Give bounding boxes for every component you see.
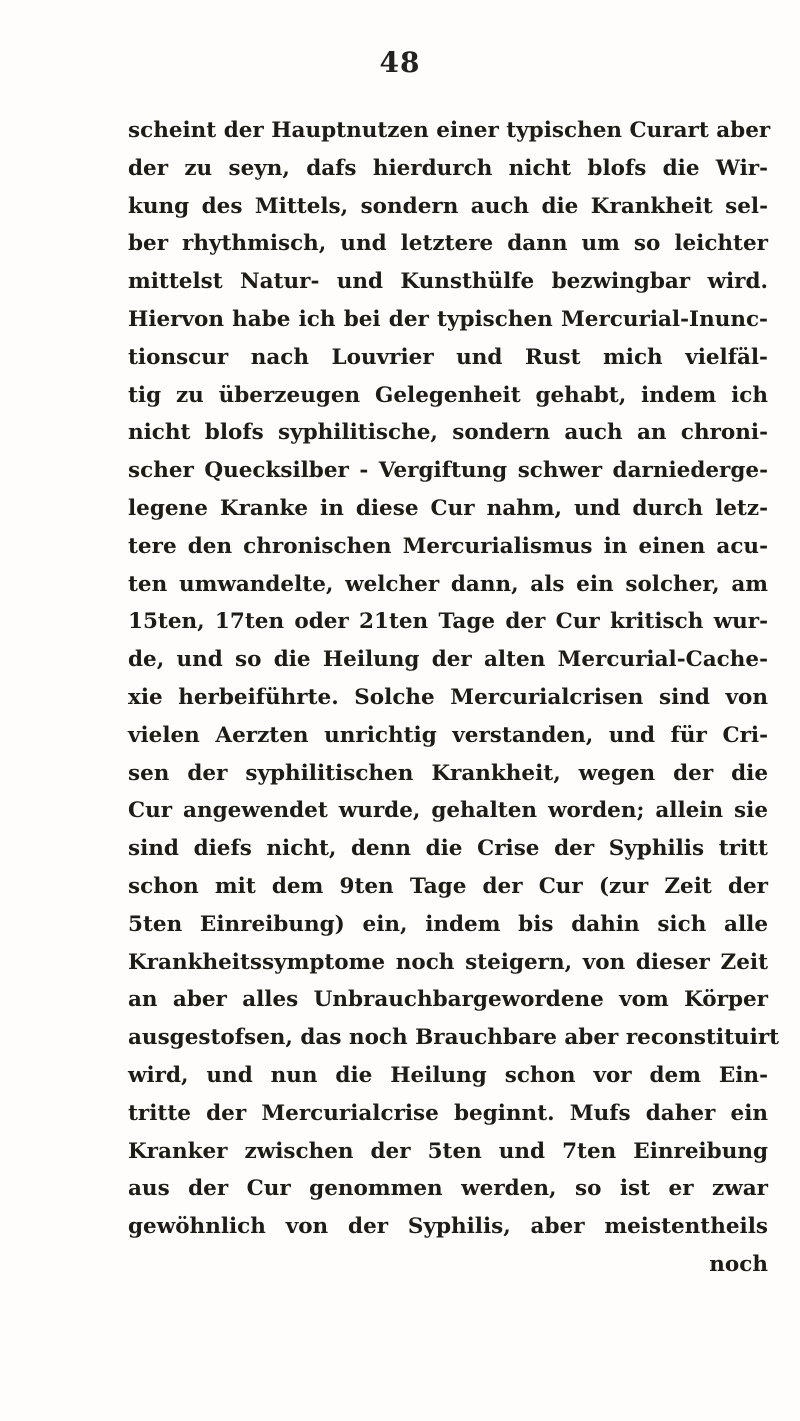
text-line: tere den chronischen Mercurialismus in einen acu- <box>128 533 768 559</box>
text-line: sen der syphilitischen Krankheit, wegen der die <box>128 760 768 786</box>
page-number: 48 <box>379 46 421 79</box>
text-line: an aber alles Unbrauchbargewordene vom Körper <box>128 987 768 1013</box>
body-text <box>128 112 780 1284</box>
text-line: Cur angewendet wurde, gehalten worden; allein sie <box>128 798 768 824</box>
text-line: sind diefs nicht, denn die Crise der Syphilis tritt <box>128 836 768 862</box>
text-line: gewöhnlich von der Syphilis, aber meistentheils <box>128 1214 768 1240</box>
catchword: noch <box>709 1251 768 1277</box>
text-line: tionscur nach Louvrier und Rust mich vielfäl- <box>128 344 768 370</box>
text-line: Hiervon habe ich bei der typischen Mercurial-Inunc- <box>128 306 768 332</box>
text-line: ber rhythmisch, und letztere dann um so leichter <box>128 231 768 257</box>
text-line: Kranker zwischen der 5ten und 7ten Einreibung <box>128 1138 768 1164</box>
text-line: ten umwandelte, welcher dann, als ein solcher, am <box>128 571 768 597</box>
text-line: schon mit dem 9ten Tage der Cur (zur Zeit der <box>128 873 768 899</box>
text-line: tritte der Mercurialcrise beginnt. Mufs daher ein <box>128 1100 768 1126</box>
text-line: der zu seyn, dafs hierdurch nicht blofs die Wir- <box>128 155 768 181</box>
text-line: 15ten, 17ten oder 21ten Tage der Cur kritisch wur- <box>128 609 768 635</box>
text-line: xie herbeiführte. Solche Mercurialcrisen sind von <box>128 684 768 710</box>
text-line: 5ten Einreibung) ein, indem bis dahin sich alle <box>128 911 768 937</box>
text-line: nicht blofs syphilitische, sondern auch an chroni- <box>128 420 768 446</box>
text-line: mittelst Natur- und Kunsthülfe bezwingbar wird. <box>128 269 768 295</box>
text-line: de, und so die Heilung der alten Mercurial-Cache- <box>128 647 768 673</box>
text-line: scheint der Hauptnutzen einer typischen Curart aber <box>128 118 771 143</box>
text-line: vielen Aerzten unrichtig verstanden, und für Cri- <box>128 722 768 748</box>
text-line: aus der Cur genommen werden, so ist er zwar <box>128 1176 768 1202</box>
text-line: ausgestofsen, das noch Brauchbare aber reconstituirt <box>128 1025 780 1051</box>
text-line: scher Quecksilber - Vergiftung schwer darniederge- <box>128 458 768 484</box>
text-line: tig zu überzeugen Gelegenheit gehabt, indem ich <box>128 382 768 408</box>
text-line: wird, und nun die Heilung schon vor dem Ein- <box>128 1062 768 1088</box>
text-line: legene Kranke in diese Cur nahm, und durch letz- <box>128 495 768 521</box>
text-line: Krankheitssymptome noch steigern, von dieser Zeit <box>128 949 768 975</box>
text-line: kung des Mittels, sondern auch die Krankheit sel- <box>128 193 768 219</box>
